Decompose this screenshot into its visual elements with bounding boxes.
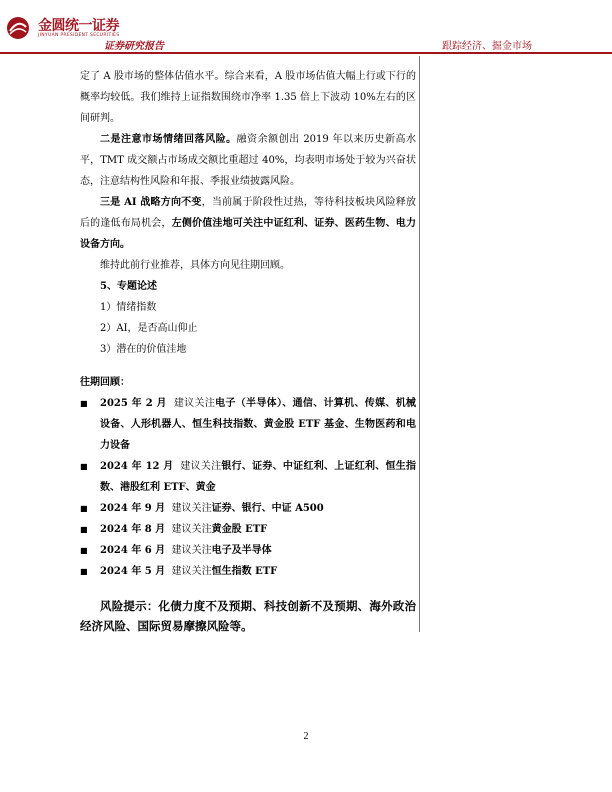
sentiment-lead: 二是注意市场情绪回落风险。 <box>100 134 237 145</box>
review-item <box>80 519 416 540</box>
ai-focus: 左侧价值洼地可关注中证红利、证券、医药生物、电力设备方向。 <box>80 218 416 250</box>
report-body <box>80 66 416 636</box>
paragraph-ai <box>80 192 416 255</box>
topic-item: 1）情绪指数 <box>100 302 157 313</box>
review-focus: 黄金股 ETF <box>211 524 268 535</box>
square-bullet-icon: ■ <box>80 462 88 471</box>
logo-subtitle: JINYUAN PRESIDENT SECURITIES <box>38 33 120 38</box>
review-item <box>80 561 416 582</box>
risk-warning: 风险提示：化债力度不及预期、科技创新不及预期、海外政治经济风险、国际贸易摩擦风险等。 <box>80 599 416 633</box>
paragraph-sentiment <box>80 129 416 192</box>
square-bullet-icon: ■ <box>80 546 88 555</box>
column-divider <box>419 56 420 632</box>
review-item <box>80 393 416 456</box>
square-bullet-icon: ■ <box>80 504 88 513</box>
square-bullet-icon: ■ <box>80 399 88 408</box>
ai-lead: 三是 AI 战略方向不变 <box>100 197 202 208</box>
review-date: 2024 年 9 月 <box>100 503 166 514</box>
review-prefix: 建议关注 <box>171 524 212 535</box>
review-date: 2025 年 2 月 <box>100 398 167 409</box>
ai-text: ，当前属于阶段性过热，等待科技板块风险释放后的逢低布局机会， <box>80 197 417 229</box>
review-focus: 银行、证券、中证红利、上证红利、恒生指数、港股红利 ETF、黄金 <box>100 461 417 493</box>
review-item <box>80 456 416 498</box>
review-prefix: 建议关注 <box>171 566 212 577</box>
square-bullet-icon: ■ <box>80 567 88 576</box>
review-focus: 电子（半导体）、通信、计算机、传媒、机械设备、人形机器人、恒生科技指数、黄金股 ETF 基金、生物医药和电力设备 <box>100 398 417 451</box>
topic-heading: 5、专题论述 <box>100 281 157 292</box>
review-heading: 往期回顾： <box>80 377 130 388</box>
review-prefix: 建议关注 <box>173 398 216 409</box>
review-focus: 恒生指数 ETF <box>211 566 278 577</box>
review-date: 2024 年 6 月 <box>100 545 166 556</box>
review-item <box>80 540 416 561</box>
review-date: 2024 年 12 月 <box>100 461 174 472</box>
review-focus: 电子及半导体 <box>211 545 272 556</box>
review-date: 2024 年 5 月 <box>100 566 166 577</box>
report-type: 证券研究报告 <box>104 41 164 52</box>
topic-item: 2）AI，是否高山仰止 <box>100 323 198 334</box>
review-date: 2024 年 8 月 <box>100 524 166 535</box>
paragraph-valuation: 定了 A 股市场的整体估值水平。综合来看，A 股市场估值大幅上行或下行的概率均较低。我们维持上证指数围绕市净率 1.35 倍上下波动 10%左右的区间研判。 <box>80 71 416 124</box>
paragraph-recommendation: 维持此前行业推荐，具体方向见往期回顾。 <box>100 260 290 271</box>
page-number: 2 <box>303 731 309 742</box>
sentiment-text: 融资余额创出 2019 年以来历史新高水平，TMT 成交额占市场成交额比重超过 40%，均表明市场处于较为兴奋状态，注意结构性风险和年报、季报业绩披露风险。 <box>80 134 417 187</box>
header-slogan: 跟踪经济、掘金市场 <box>442 41 532 52</box>
review-prefix: 建议关注 <box>180 461 222 472</box>
header-rule <box>0 52 612 54</box>
review-focus: 证券、银行、中证 A500 <box>211 503 324 514</box>
review-prefix: 建议关注 <box>171 545 212 556</box>
logo-text: 金圆统一证券 <box>38 18 119 34</box>
topic-item: 3）潜在的价值洼地 <box>100 344 187 355</box>
square-bullet-icon: ■ <box>80 525 88 534</box>
review-prefix: 建议关注 <box>171 503 212 514</box>
review-item <box>80 498 416 519</box>
